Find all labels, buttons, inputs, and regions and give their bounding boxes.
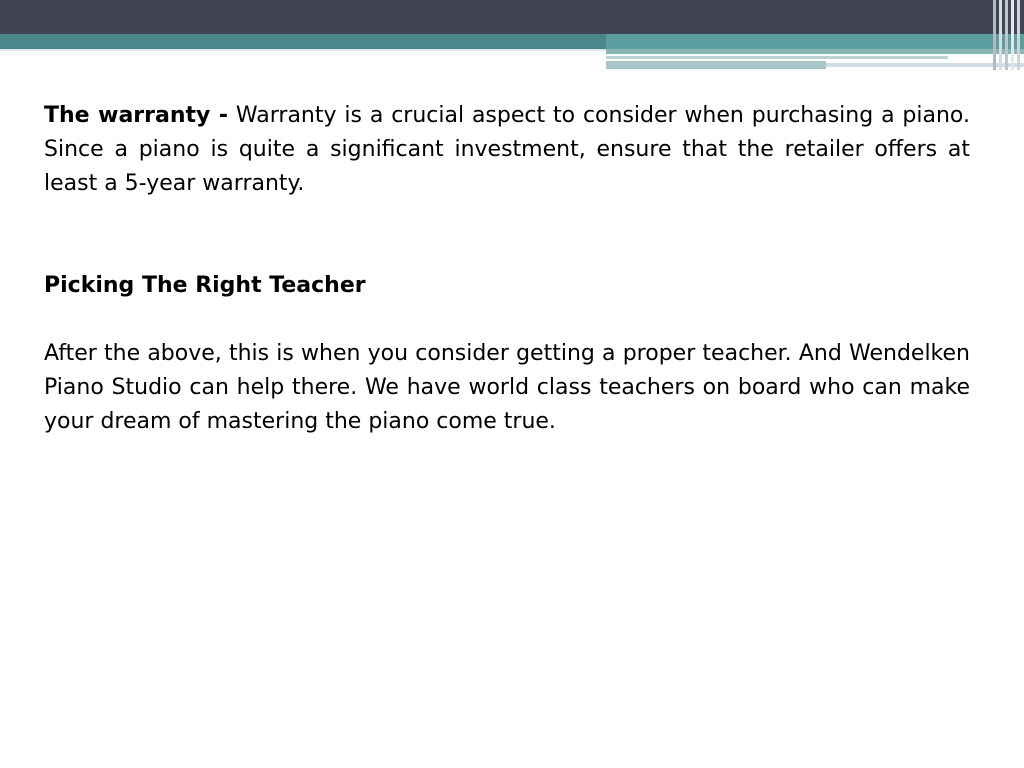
corner-stripe: [1017, 0, 1020, 70]
corner-stripe: [999, 0, 1002, 70]
header-dark-band: [0, 0, 1024, 34]
warranty-paragraph: [44, 99, 970, 201]
spacer: [44, 303, 970, 337]
slide-body: [44, 99, 970, 439]
header-accent-line: [606, 49, 1024, 54]
teacher-paragraph: After the above, this is when you consider getting a proper teacher. And Wendelken Piano Studio can help there. We have world class teachers on board who can make your dream of mastering the piano come true.: [44, 341, 970, 434]
corner-stripe: [1011, 0, 1014, 70]
corner-stripe: [993, 0, 996, 70]
section-heading: Picking The Right Teacher: [44, 273, 366, 298]
corner-stripe: [1005, 0, 1008, 70]
warranty-text: Warranty is a crucial aspect to consider when purchasing a piano. Since a piano is quite a significant investment, ensure that the retailer offers at least a 5-year warranty.: [44, 103, 971, 196]
spacer: [44, 201, 970, 269]
warranty-lead: The warranty -: [44, 103, 229, 128]
header-accent-line: [606, 56, 948, 59]
header-divider: [0, 49, 606, 51]
header-teal-accent: [606, 34, 1024, 49]
header-accent-line: [606, 61, 826, 69]
